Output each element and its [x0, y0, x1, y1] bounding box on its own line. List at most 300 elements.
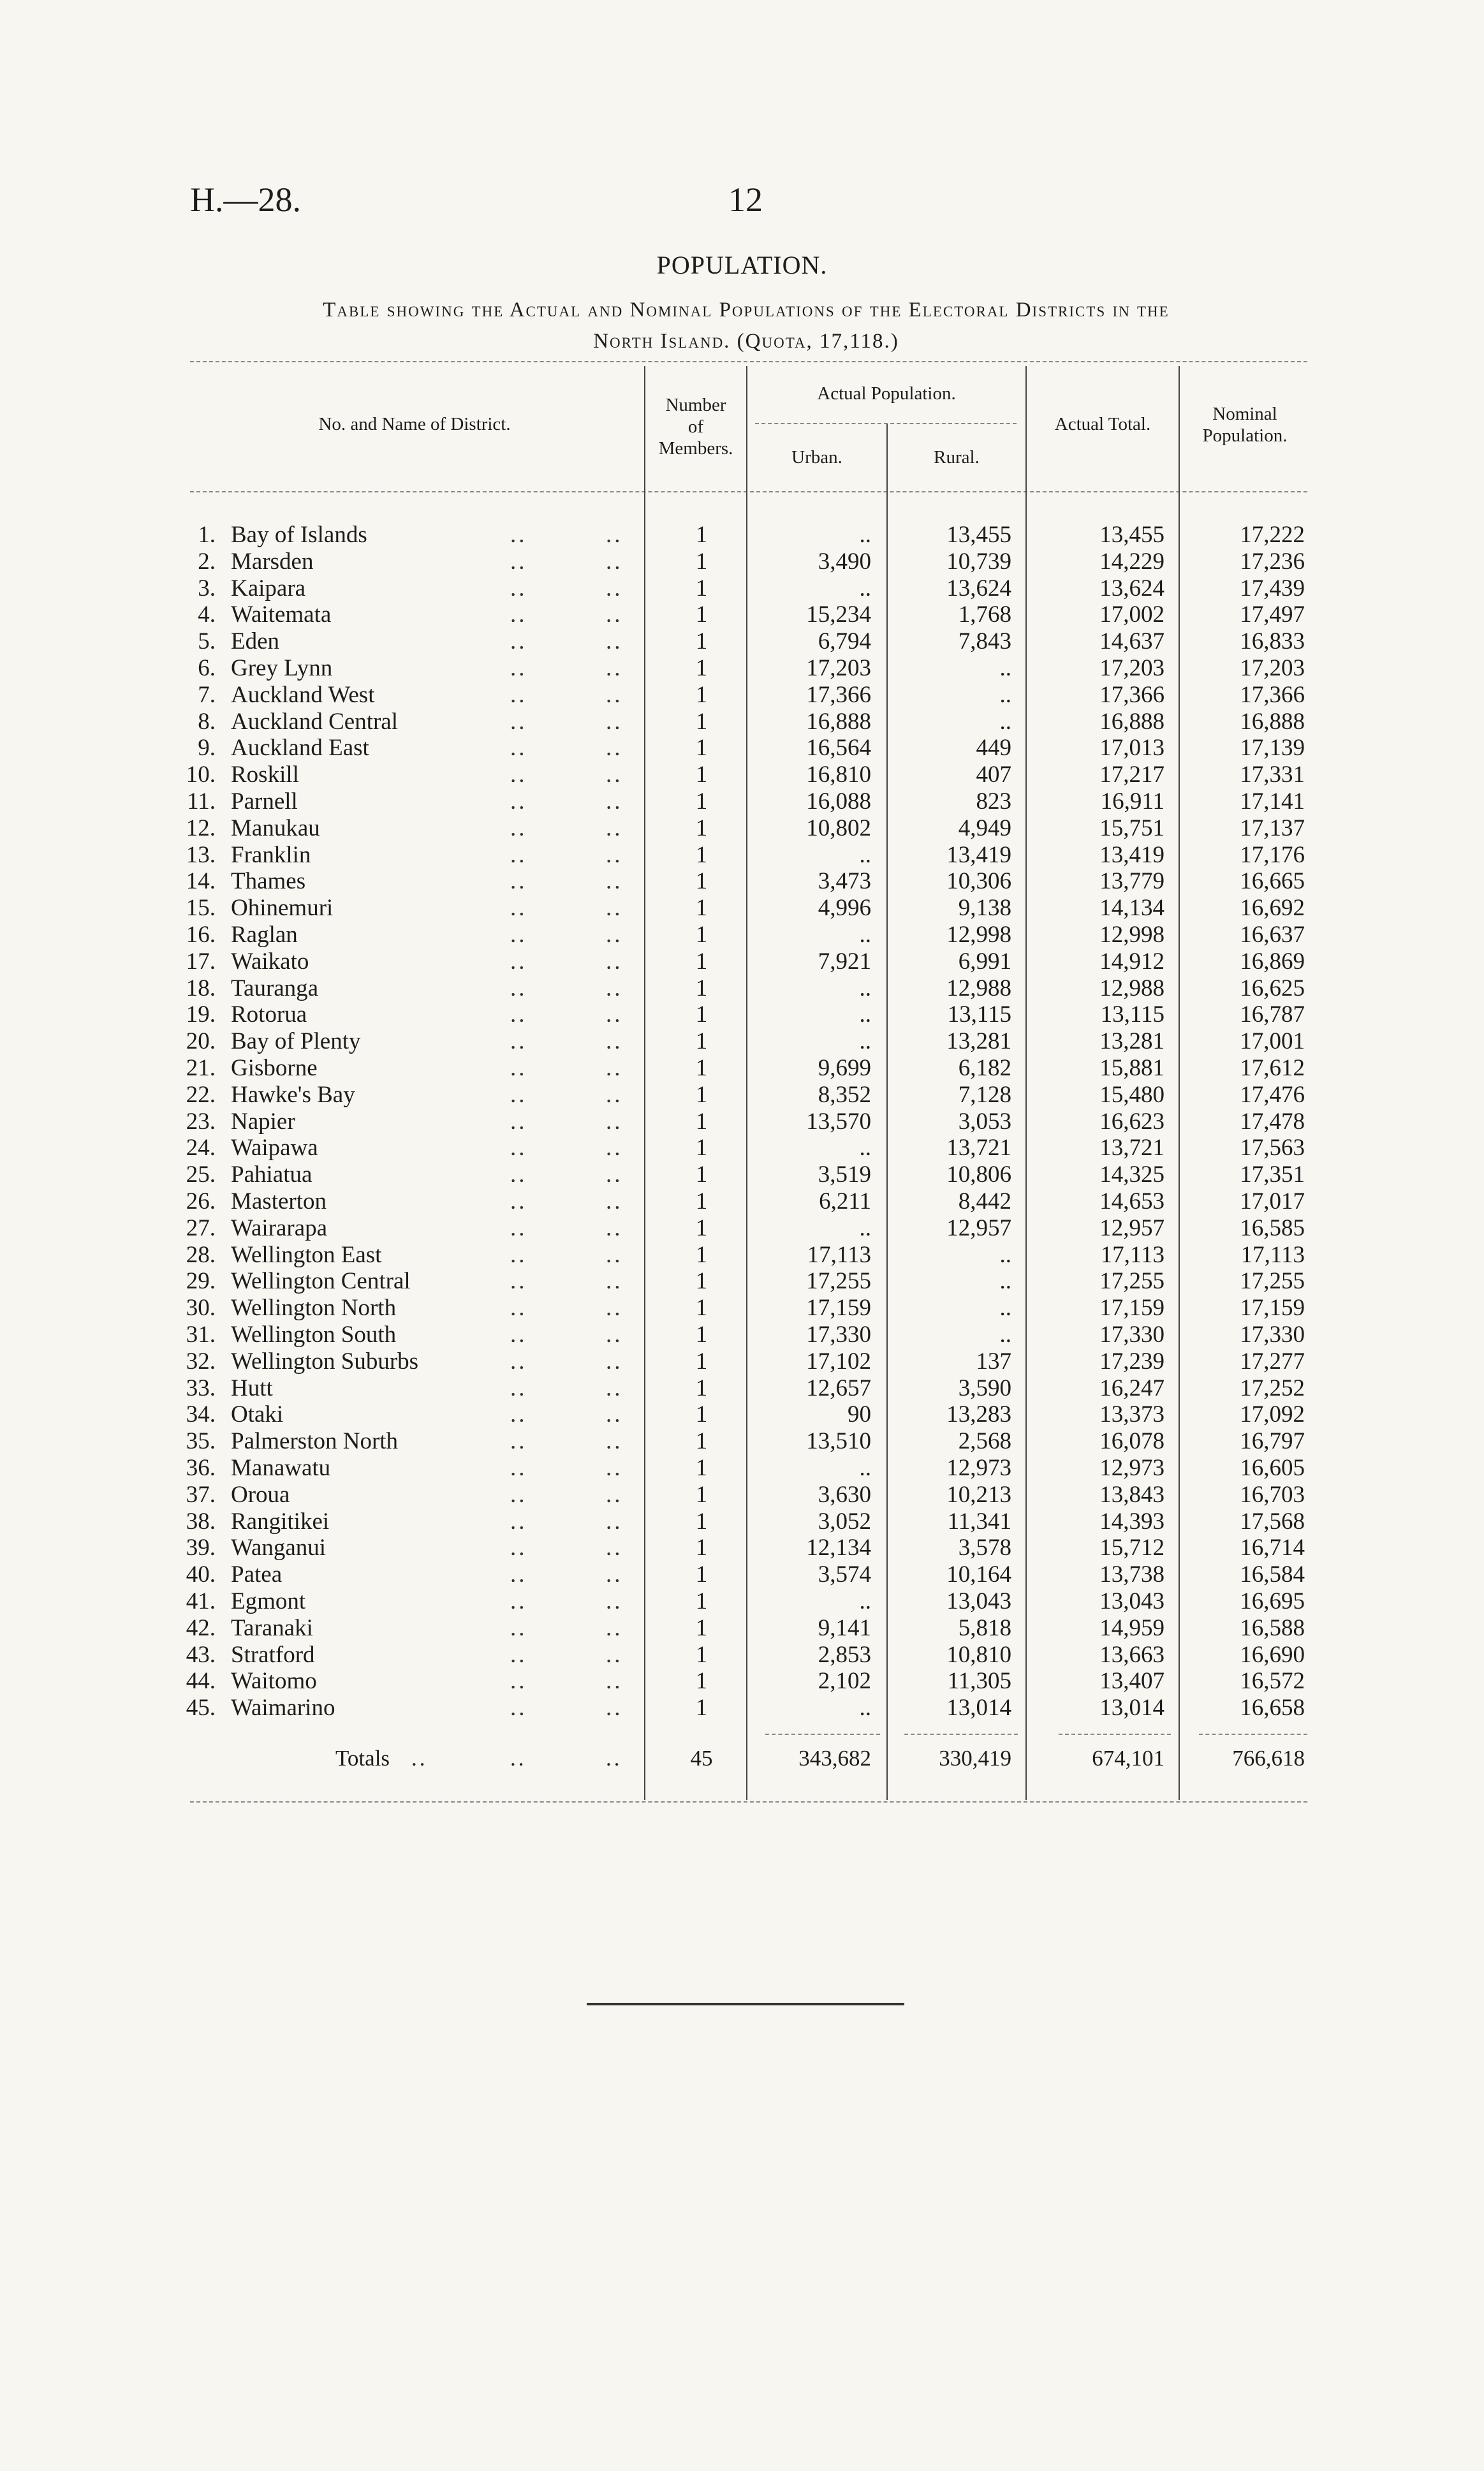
col-nominal-line1: Nominal	[1212, 404, 1277, 424]
col-members-line2: of	[687, 417, 704, 437]
actual-total: 16,078	[1099, 1428, 1164, 1454]
urban-population: 3,630	[818, 1482, 871, 1508]
nominal-population: 17,331	[1240, 762, 1305, 788]
rural-population: 13,455	[946, 522, 1011, 548]
actual-total: 12,988	[1099, 975, 1164, 1001]
table-row	[0, 628, 1484, 655]
row-number: 27.	[186, 1215, 216, 1241]
district-name: Patea	[231, 1561, 283, 1588]
row-number: 12.	[186, 815, 216, 841]
totals-rural: 330,419	[939, 1746, 1011, 1771]
actual-total: 14,325	[1099, 1162, 1164, 1188]
urban-population: 7,921	[818, 948, 871, 975]
rural-population: 10,213	[946, 1482, 1011, 1508]
leader-dots: ..	[510, 1401, 527, 1427]
table-row	[0, 1642, 1484, 1669]
members-count: 1	[695, 1588, 708, 1614]
actual-total: 12,998	[1099, 922, 1164, 948]
table-row	[0, 735, 1484, 762]
district-name: Masterton	[231, 1188, 327, 1214]
actual-total: 14,229	[1099, 549, 1164, 575]
members-count: 1	[695, 842, 708, 868]
urban-population: 9,699	[818, 1055, 871, 1081]
totals-rule-urban	[765, 1734, 880, 1735]
leader-dots: ..	[510, 709, 527, 735]
district-name: Manawatu	[231, 1455, 331, 1481]
col-members	[647, 394, 745, 459]
table-row	[0, 1242, 1484, 1269]
leader-dots: ..	[606, 709, 623, 735]
rural-population: 8,442	[958, 1188, 1011, 1214]
members-count: 1	[695, 549, 708, 575]
leader-dots: ..	[510, 1375, 527, 1401]
district-name: Thames	[231, 868, 306, 894]
district-name: Gisborne	[231, 1055, 318, 1081]
actual-total: 16,911	[1100, 788, 1164, 815]
members-count: 1	[695, 1162, 708, 1188]
nominal-population: 17,612	[1240, 1055, 1305, 1081]
row-number: 11.	[187, 788, 216, 815]
nominal-population: 16,695	[1240, 1588, 1305, 1614]
row-number: 39.	[186, 1535, 216, 1561]
actual-total: 17,113	[1100, 1242, 1164, 1268]
table-row	[0, 1428, 1484, 1455]
actual-total: 13,014	[1099, 1695, 1164, 1721]
rural-population: 12,988	[946, 975, 1011, 1001]
row-number: 17.	[186, 948, 216, 975]
table-row	[0, 1215, 1484, 1242]
members-count: 1	[695, 1109, 708, 1135]
members-count: 1	[695, 1001, 708, 1028]
urban-population: 17,366	[806, 682, 871, 708]
leader-dots: ..	[510, 815, 527, 841]
members-count: 1	[695, 1055, 708, 1081]
running-head-ref: H.—28.	[190, 181, 301, 219]
district-name: Wellington Suburbs	[231, 1348, 419, 1375]
row-number: 5.	[198, 628, 216, 654]
urban-population: 12,134	[806, 1535, 871, 1561]
row-number: 22.	[186, 1082, 216, 1108]
leader-dots: ..	[606, 1109, 623, 1135]
leader-dots: ..	[510, 1268, 527, 1294]
rural-population: 7,843	[958, 628, 1011, 654]
totals-rule-rural	[904, 1734, 1018, 1735]
nominal-population: 16,692	[1240, 895, 1305, 921]
nominal-population: 17,017	[1240, 1188, 1305, 1214]
rural-population: 137	[976, 1348, 1011, 1375]
rural-population: ..	[999, 682, 1011, 708]
district-name: Manukau	[231, 815, 320, 841]
urban-population: 8,352	[818, 1082, 871, 1108]
urban-population: ..	[859, 1455, 871, 1481]
rural-population: ..	[999, 1295, 1011, 1321]
urban-population: 16,088	[806, 788, 871, 815]
members-count: 1	[695, 868, 708, 894]
district-name: Waimarino	[231, 1695, 335, 1721]
urban-population: 2,853	[818, 1642, 871, 1668]
totals-label: Totals	[335, 1746, 390, 1771]
rural-population: ..	[999, 655, 1011, 681]
actual-total: 13,043	[1099, 1588, 1164, 1614]
nominal-population: 17,478	[1240, 1109, 1305, 1135]
leader-dots: ..	[606, 1508, 623, 1535]
leader-dots: ..	[510, 1162, 527, 1188]
district-name: Taranaki	[231, 1615, 313, 1641]
rural-population: 6,991	[958, 948, 1011, 975]
col-members-line3: Members.	[658, 438, 733, 459]
table-row	[0, 1588, 1484, 1615]
urban-population: 17,203	[806, 655, 871, 681]
leader-dots: ..	[510, 1055, 527, 1081]
nominal-population: 16,665	[1240, 868, 1305, 894]
district-name: Rotorua	[231, 1001, 307, 1028]
urban-population: 16,888	[806, 709, 871, 735]
rural-population: ..	[999, 709, 1011, 735]
col-district: No. and Name of District.	[318, 414, 511, 434]
leader-dots: ..	[510, 975, 527, 1001]
urban-population: 3,490	[818, 549, 871, 575]
nominal-population: 17,137	[1240, 815, 1305, 841]
actual-total: 12,973	[1099, 1455, 1164, 1481]
table-bottom-rule	[190, 1801, 1307, 1803]
members-count: 1	[695, 788, 708, 815]
table-row	[0, 1109, 1484, 1135]
rural-population: 5,818	[958, 1615, 1011, 1641]
row-number: 2.	[198, 549, 216, 575]
members-count: 1	[695, 922, 708, 948]
leader-dots: ..	[510, 1695, 527, 1721]
leader-dots: ..	[606, 575, 623, 601]
row-number: 42.	[186, 1615, 216, 1641]
urban-population: 17,159	[806, 1295, 871, 1321]
actual-total: 16,623	[1099, 1109, 1164, 1135]
members-count: 1	[695, 1482, 708, 1508]
table-row	[0, 1028, 1484, 1055]
row-number: 41.	[186, 1588, 216, 1614]
nominal-population: 17,351	[1240, 1162, 1305, 1188]
leader-dots: ..	[510, 655, 527, 681]
row-number: 15.	[186, 895, 216, 921]
members-count: 1	[695, 1242, 708, 1268]
leader-dots: ..	[606, 1642, 623, 1668]
actual-total: 16,247	[1099, 1375, 1164, 1401]
rural-population: 13,043	[946, 1588, 1011, 1614]
row-number: 34.	[186, 1401, 216, 1427]
rural-population: ..	[999, 1268, 1011, 1294]
district-name: Grey Lynn	[231, 655, 333, 681]
urban-population: 10,802	[806, 815, 871, 841]
urban-population: 3,052	[818, 1508, 871, 1535]
nominal-population: 16,585	[1240, 1215, 1305, 1241]
leader-dots: ..	[606, 1322, 623, 1348]
leader-dots: ..	[606, 1135, 623, 1161]
district-name: Roskill	[231, 762, 299, 788]
district-name: Bay of Plenty	[231, 1028, 361, 1054]
actual-total: 14,637	[1099, 628, 1164, 654]
row-number: 45.	[186, 1695, 216, 1721]
row-number: 43.	[186, 1642, 216, 1668]
rural-population: 13,014	[946, 1695, 1011, 1721]
row-number: 44.	[186, 1668, 216, 1694]
district-name: Waitemata	[231, 601, 332, 628]
members-count: 1	[695, 1401, 708, 1427]
leader-dots: ..	[510, 762, 527, 788]
urban-population: ..	[859, 922, 871, 948]
actual-total: 13,738	[1099, 1561, 1164, 1588]
urban-population: 13,570	[806, 1109, 871, 1135]
urban-population: 16,810	[806, 762, 871, 788]
row-number: 14.	[186, 868, 216, 894]
nominal-population: 17,222	[1240, 522, 1305, 548]
col-nominal	[1181, 403, 1309, 446]
district-name: Palmerston North	[231, 1428, 399, 1454]
members-count: 1	[695, 1428, 708, 1454]
urban-population: 17,255	[806, 1268, 871, 1294]
urban-population: ..	[859, 842, 871, 868]
header-bottom-rule	[190, 491, 1307, 492]
table-row	[0, 922, 1484, 948]
leader-dots: ..	[606, 1615, 623, 1641]
district-name: Marsden	[231, 549, 314, 575]
col-actual-total: Actual Total.	[1054, 414, 1151, 434]
leader-dots: ..	[510, 575, 527, 601]
table-row	[0, 1348, 1484, 1375]
leader-dots: ..	[510, 1295, 527, 1321]
leader-dots: ..	[510, 628, 527, 654]
actual-total: 14,393	[1099, 1508, 1164, 1535]
leader-dots: ..	[510, 1428, 527, 1454]
rural-population: 13,721	[946, 1135, 1011, 1161]
leader-dots: ..	[606, 1588, 623, 1614]
nominal-population: 17,277	[1240, 1348, 1305, 1375]
actual-total: 13,624	[1099, 575, 1164, 601]
nominal-population: 16,888	[1240, 709, 1305, 735]
totals-members: 45	[690, 1746, 713, 1771]
leader-dots: ..	[510, 549, 527, 575]
district-name: Pahiatua	[231, 1162, 312, 1188]
urban-population: ..	[859, 575, 871, 601]
leader-dots: ..	[606, 868, 623, 894]
district-name: Waitomo	[231, 1668, 317, 1694]
leader-dots: ..	[606, 549, 623, 575]
leader-dots: ..	[510, 1561, 527, 1588]
nominal-population: 17,159	[1240, 1295, 1305, 1321]
actual-total: 14,134	[1099, 895, 1164, 921]
table-row	[0, 522, 1484, 549]
leader-dots: ..	[606, 735, 623, 761]
leader-dots: ..	[606, 1028, 623, 1054]
leader-dots: ..	[510, 1082, 527, 1108]
nominal-population: 17,330	[1240, 1322, 1305, 1348]
table-row	[0, 842, 1484, 869]
members-count: 1	[695, 1695, 708, 1721]
totals-row	[0, 1745, 1484, 1772]
nominal-population: 17,113	[1240, 1242, 1305, 1268]
row-number: 38.	[186, 1508, 216, 1535]
row-number: 23.	[186, 1109, 216, 1135]
rural-population: 3,590	[958, 1375, 1011, 1401]
district-name: Wairarapa	[231, 1215, 328, 1241]
table-row	[0, 1615, 1484, 1642]
totals-rule-nominal	[1199, 1734, 1307, 1735]
table-row	[0, 655, 1484, 682]
district-name: Auckland East	[231, 735, 369, 761]
nominal-population: 16,714	[1240, 1535, 1305, 1561]
district-name: Ohinemuri	[231, 895, 334, 921]
actual-total: 15,712	[1099, 1535, 1164, 1561]
nominal-population: 16,658	[1240, 1695, 1305, 1721]
table-row	[0, 975, 1484, 1002]
urban-population: 17,113	[807, 1242, 871, 1268]
district-name: Egmont	[231, 1588, 306, 1614]
leader-dots: ..	[510, 735, 527, 761]
actual-total: 17,217	[1099, 762, 1164, 788]
members-count: 1	[695, 522, 708, 548]
actual-total: 15,881	[1099, 1055, 1164, 1081]
table-row	[0, 682, 1484, 709]
rural-population: 823	[976, 788, 1011, 815]
district-name: Napier	[231, 1109, 295, 1135]
leader-dots: ..	[510, 1001, 527, 1028]
table-row	[0, 709, 1484, 735]
members-count: 1	[695, 1215, 708, 1241]
district-name: Rangitikei	[231, 1508, 330, 1535]
rural-population: 7,128	[958, 1082, 1011, 1108]
table-row	[0, 868, 1484, 895]
leader-dots: ..	[606, 1348, 623, 1375]
members-count: 1	[695, 682, 708, 708]
district-name: Parnell	[231, 788, 298, 815]
table-row	[0, 601, 1484, 628]
rural-population: ..	[999, 1322, 1011, 1348]
leader-dots: ..	[510, 1535, 527, 1561]
members-count: 1	[695, 1375, 708, 1401]
row-number: 10.	[186, 762, 216, 788]
nominal-population: 16,572	[1240, 1668, 1305, 1694]
leader-dots: ..	[510, 1642, 527, 1668]
members-count: 1	[695, 1082, 708, 1108]
table-row	[0, 1082, 1484, 1109]
col-actual-population: Actual Population.	[817, 383, 956, 404]
members-count: 1	[695, 1295, 708, 1321]
rural-population: 13,624	[946, 575, 1011, 601]
leader-dots: ..	[606, 1268, 623, 1294]
leader-dots: ..	[606, 1242, 623, 1268]
table-row	[0, 1508, 1484, 1535]
district-name: Stratford	[231, 1642, 315, 1668]
row-number: 3.	[198, 575, 216, 601]
leader-dots: ..	[606, 1055, 623, 1081]
leader-dots: ..	[510, 1242, 527, 1268]
row-number: 18.	[186, 975, 216, 1001]
members-count: 1	[695, 1615, 708, 1641]
table-row	[0, 1322, 1484, 1348]
actual-total: 15,480	[1099, 1082, 1164, 1108]
urban-population: 17,102	[806, 1348, 871, 1375]
nominal-population: 16,625	[1240, 975, 1305, 1001]
row-number: 20.	[186, 1028, 216, 1054]
rural-population: 12,973	[946, 1455, 1011, 1481]
leader-dots: ..	[510, 682, 527, 708]
totals-urban: 343,682	[798, 1746, 871, 1771]
leader-dots: ..	[510, 842, 527, 868]
district-name: Wellington Central	[231, 1268, 411, 1294]
table-row	[0, 1055, 1484, 1082]
col-members-line1: Number	[665, 395, 726, 415]
nominal-population: 16,869	[1240, 948, 1305, 975]
district-name: Wellington North	[231, 1295, 397, 1321]
table-row	[0, 1268, 1484, 1295]
nominal-population: 16,690	[1240, 1642, 1305, 1668]
rural-population: 11,341	[947, 1508, 1011, 1535]
col-rural: Rural.	[934, 447, 980, 468]
table-row	[0, 1135, 1484, 1162]
rural-population: 407	[976, 762, 1011, 788]
district-name: Franklin	[231, 842, 311, 868]
leader-dots: ..	[510, 522, 527, 548]
leader-dots: ..	[606, 655, 623, 681]
leader-dots: ..	[606, 1668, 623, 1694]
district-name: Eden	[231, 628, 280, 654]
table-caption	[185, 295, 1307, 357]
leader-dots: ..	[510, 1482, 527, 1508]
end-rule	[587, 2003, 904, 2005]
nominal-population: 16,833	[1240, 628, 1305, 654]
nominal-population: 17,092	[1240, 1401, 1305, 1427]
table-row	[0, 815, 1484, 842]
row-number: 4.	[198, 601, 216, 628]
leader-dots: ..	[606, 948, 623, 975]
leader-dots: ..	[606, 1482, 623, 1508]
col-urban: Urban.	[791, 447, 842, 468]
leader-dots: ..	[510, 868, 527, 894]
actual-total: 13,419	[1099, 842, 1164, 868]
members-count: 1	[695, 575, 708, 601]
members-count: 1	[695, 1322, 708, 1348]
actual-total: 17,002	[1099, 601, 1164, 628]
row-number: 6.	[198, 655, 216, 681]
row-number: 40.	[186, 1561, 216, 1588]
nominal-population: 17,139	[1240, 735, 1305, 761]
leader-dots: ..	[606, 1001, 623, 1028]
table-row	[0, 1295, 1484, 1322]
urban-population: 4,996	[818, 895, 871, 921]
leader-dots: ..	[606, 762, 623, 788]
leader-dots: ..	[606, 975, 623, 1001]
members-count: 1	[695, 815, 708, 841]
district-name: Kaipara	[231, 575, 306, 601]
actual-total: 13,721	[1099, 1135, 1164, 1161]
leader-dots: ..	[510, 922, 527, 948]
totals-dots: ..	[411, 1746, 428, 1771]
nominal-population: 16,703	[1240, 1482, 1305, 1508]
urban-population: ..	[859, 522, 871, 548]
actual-total: 13,281	[1099, 1028, 1164, 1054]
district-name: Bay of Islands	[231, 522, 367, 548]
members-count: 1	[695, 1535, 708, 1561]
district-name: Otaki	[231, 1401, 284, 1427]
row-number: 33.	[186, 1375, 216, 1401]
members-count: 1	[695, 1508, 708, 1535]
members-count: 1	[695, 1268, 708, 1294]
members-count: 1	[695, 1028, 708, 1054]
leader-dots: ..	[606, 1375, 623, 1401]
nominal-population: 17,366	[1240, 682, 1305, 708]
members-count: 1	[695, 1135, 708, 1161]
urban-population: ..	[859, 1695, 871, 1721]
nominal-population: 16,588	[1240, 1615, 1305, 1641]
table-row	[0, 1535, 1484, 1561]
